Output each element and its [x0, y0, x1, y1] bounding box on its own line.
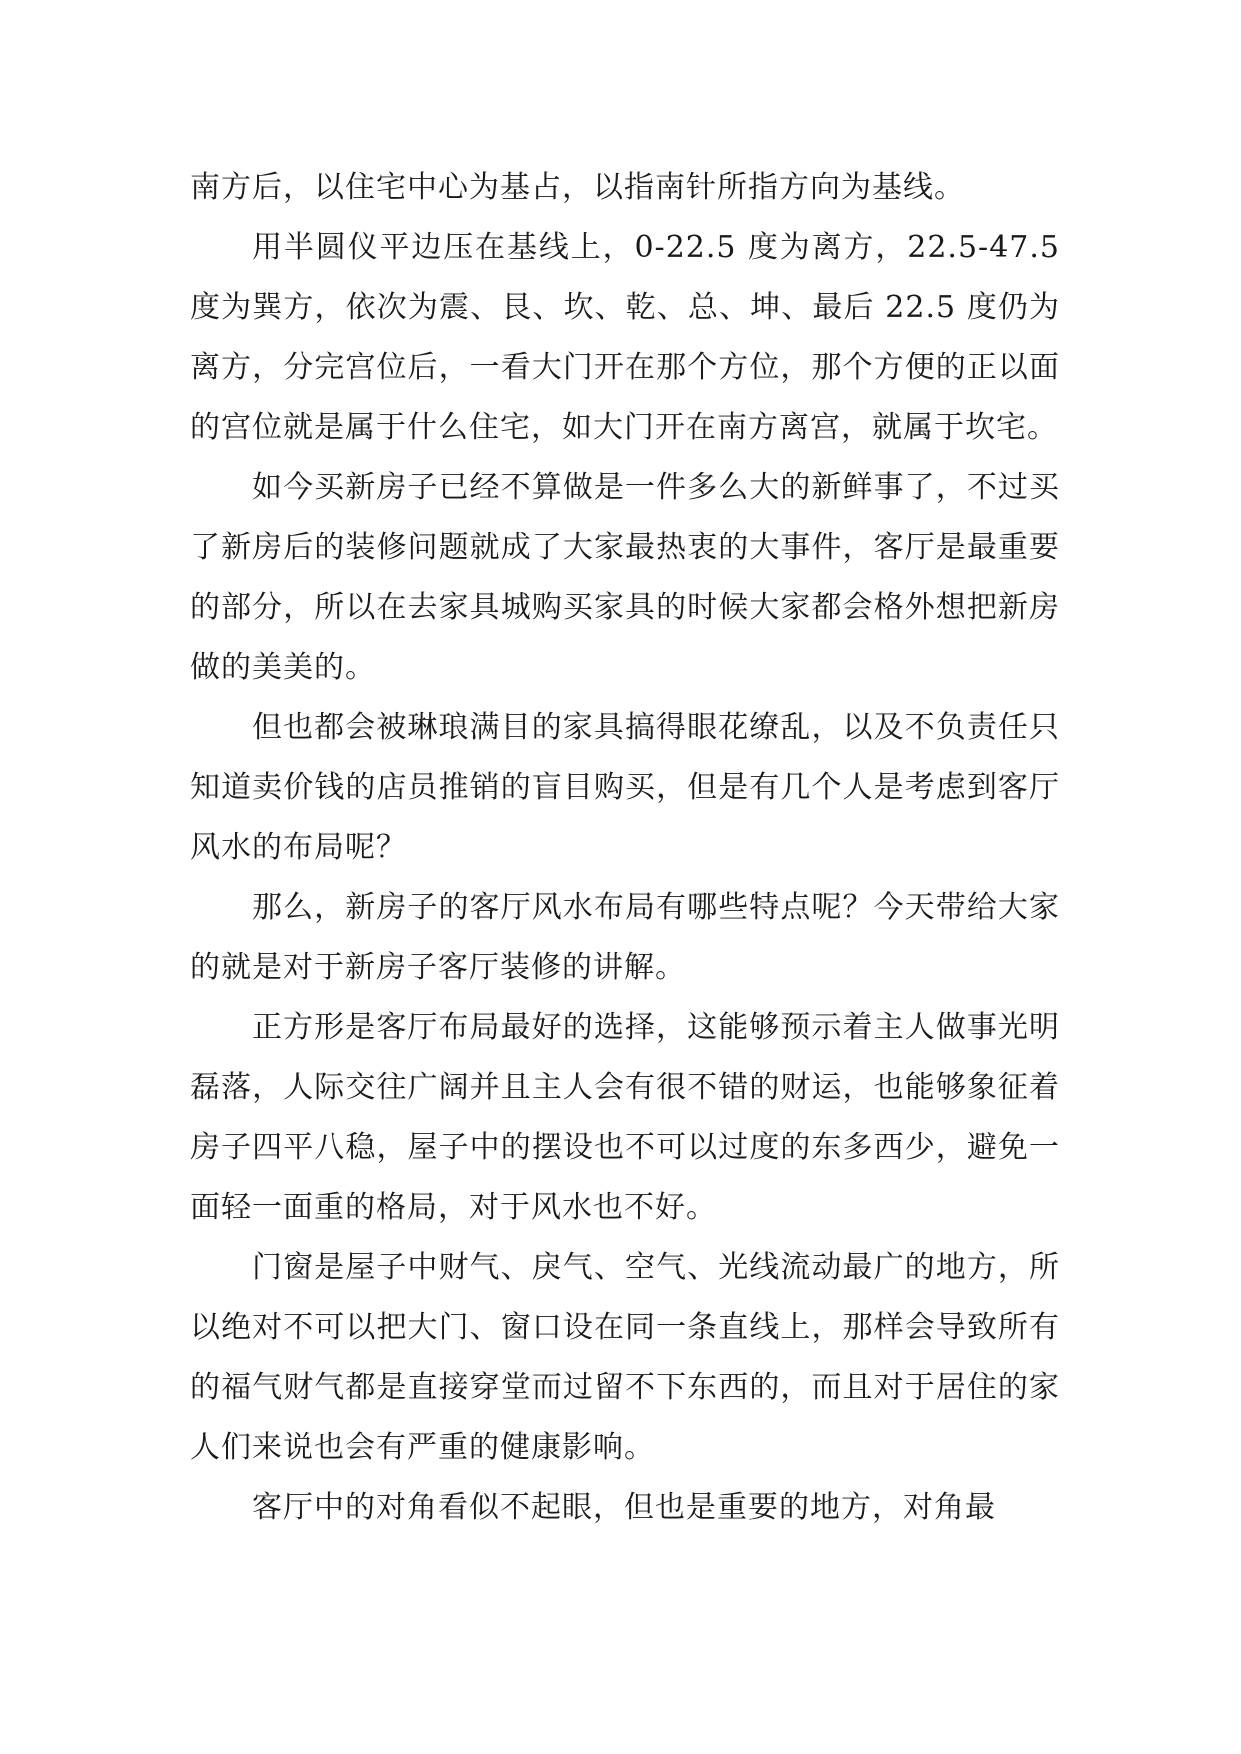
- paragraph-furniture: 但也都会被琳琅满目的家具搞得眼花缭乱，以及不负责任只知道卖价钱的店员推销的盲目购买，但是有几个人是考虑到客厅风水的布局呢？: [190, 710, 1060, 865]
- body-text: [190, 158, 1060, 1538]
- paragraph-new-house: 如今买新房子已经不算做是一件多么大的新鲜事了，不过买了新房后的装修问题就成了大家最热衷的大事件，客厅是最重要的部分，所以在去家具城购买家具的时候大家都会格外想把新房做的美美的。: [190, 470, 1060, 685]
- paragraph-direction-method: 用半圆仪平边压在基线上，0-22.5 度为离方，22.5-47.5 度为巽方，依次为震、艮、坎、乾、总、坤、最后 22.5 度仍为离方，分完宫位后，一看大门开在那个方位，那个方便的正以面的宫位就是属于什么住宅，如大门开在南方离宫，就属于坎宅。: [190, 230, 1060, 445]
- paragraph-continuation: 南方后，以住宅中心为基占，以指南针所指方向为基线。: [190, 170, 965, 205]
- paragraph-doors-windows: 门窗是屋子中财气、戾气、空气、光线流动最广的地方，所以绝对不可以把大门、窗口设在同一条直线上，那样会导致所有的福气财气都是直接穿堂而过留不下东西的，而且对于居住的家人们来说也会有严重的健康影响。: [190, 1250, 1060, 1465]
- paragraph-question: 那么，新房子的客厅风水布局有哪些特点呢？今天带给大家的就是对于新房子客厅装修的讲解。: [190, 890, 1060, 985]
- paragraph-square-layout: 正方形是客厅布局最好的选择，这能够预示着主人做事光明磊落，人际交往广阔并且主人会有很不错的财运，也能够象征着房子四平八稳，屋子中的摆设也不可以过度的东多西少，避免一面轻一面重的格局，对于风水也不好。: [190, 1010, 1060, 1225]
- paragraph-corners: 客厅中的对角看似不起眼，但也是重要的地方，对角最: [252, 1490, 996, 1525]
